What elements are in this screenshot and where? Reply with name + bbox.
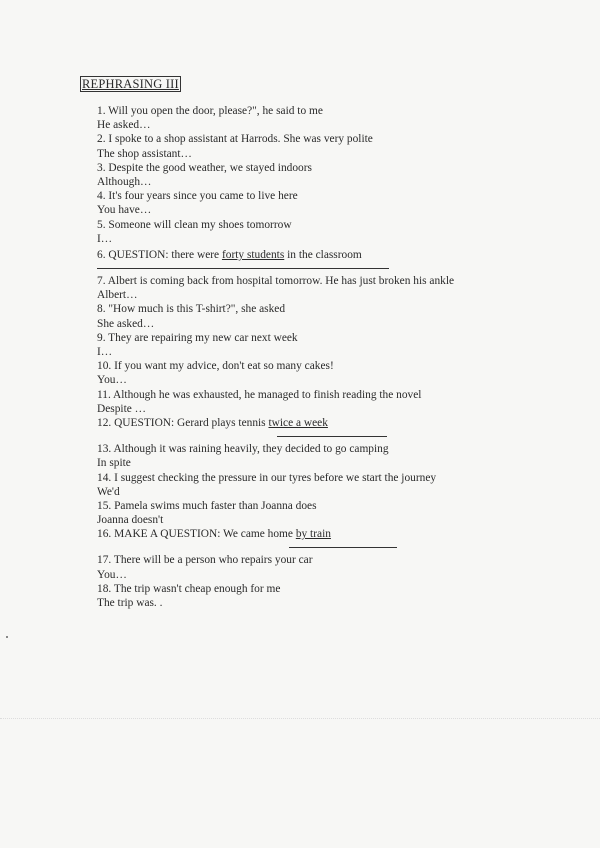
item-7-sentence: 7. Albert is coming back from hospital tomorrow. He has just broken his ankle [97, 275, 455, 288]
item-11-sentence: 11. Although he was exhausted, he managed to finish reading the novel [97, 388, 422, 401]
item-10-prompt: You… [97, 374, 127, 387]
item-3-prompt: Although… [97, 175, 152, 188]
item-6-text: 6. QUESTION: there were [97, 248, 222, 261]
scan-fold-line [0, 718, 600, 719]
item-16-answer-line [97, 541, 517, 553]
item-18-prompt: The trip was. . [97, 597, 163, 609]
item-8-sentence: 8. "How much is this T-shirt?", she asked [97, 303, 286, 316]
item-6-answer-line [97, 262, 517, 274]
item-1-sentence: 1. Will you open the door, please?", he said to me [97, 105, 323, 117]
item-11-prompt: Despite … [97, 402, 147, 415]
item-9-sentence: 9. They are repairing my new car next week [97, 331, 298, 344]
item-6-text-end: in the classroom [284, 248, 362, 261]
item-14-sentence: 14. I suggest checking the pressure in our tyres before we start the journey [97, 471, 437, 484]
item-16-text: 16. MAKE A QUESTION: We came home [97, 528, 296, 541]
item-12-sentence [97, 416, 517, 430]
item-6-underlined: forty students [221, 248, 285, 261]
item-18-sentence: 18. The trip wasn't cheap enough for me [97, 582, 281, 595]
title-text: REPHRASING III [82, 77, 179, 91]
item-15-sentence: 15. Pamela swims much faster than Joanna does [97, 499, 317, 512]
item-3-sentence: 3. Despite the good weather, we stayed indoors [97, 161, 312, 174]
item-15-prompt: Joanna doesn't [97, 514, 164, 527]
item-10-sentence: 10. If you want my advice, don't eat so many cakes! [97, 360, 334, 373]
worksheet-title [80, 77, 181, 92]
item-7-prompt: Albert… [97, 289, 138, 302]
item-1-prompt: He asked… [97, 119, 151, 132]
scan-speck [6, 636, 8, 638]
item-12-text: 12. QUESTION: Gerard plays tennis [97, 416, 269, 429]
item-16-sentence [97, 527, 517, 541]
item-12-answer-line [97, 430, 517, 442]
item-16-underlined: by train [295, 528, 331, 541]
item-8-prompt: She asked… [97, 317, 155, 330]
exercise-list [97, 104, 517, 610]
item-9-prompt: I… [97, 346, 113, 358]
item-2-sentence: 2. I spoke to a shop assistant at Harrods. She was very polite [97, 133, 373, 146]
item-17-prompt: You… [97, 568, 127, 581]
item-5-sentence: 5. Someone will clean my shoes tomorrow [97, 218, 292, 231]
item-17-sentence: 17. There will be a person who repairs your car [97, 554, 313, 567]
item-4-sentence: 4. It's four years since you came to live here [97, 190, 298, 203]
item-13-prompt: In spite [97, 457, 131, 470]
item-6-sentence [97, 248, 517, 262]
item-4-prompt: You have… [97, 204, 152, 217]
item-5-prompt: I… [97, 232, 113, 245]
item-2-prompt: The shop assistant… [97, 147, 192, 160]
item-12-underlined: twice a week [268, 416, 328, 429]
item-13-sentence: 13. Although it was raining heavily, they decided to go camping [97, 443, 389, 456]
item-14-prompt: We'd [97, 485, 120, 498]
